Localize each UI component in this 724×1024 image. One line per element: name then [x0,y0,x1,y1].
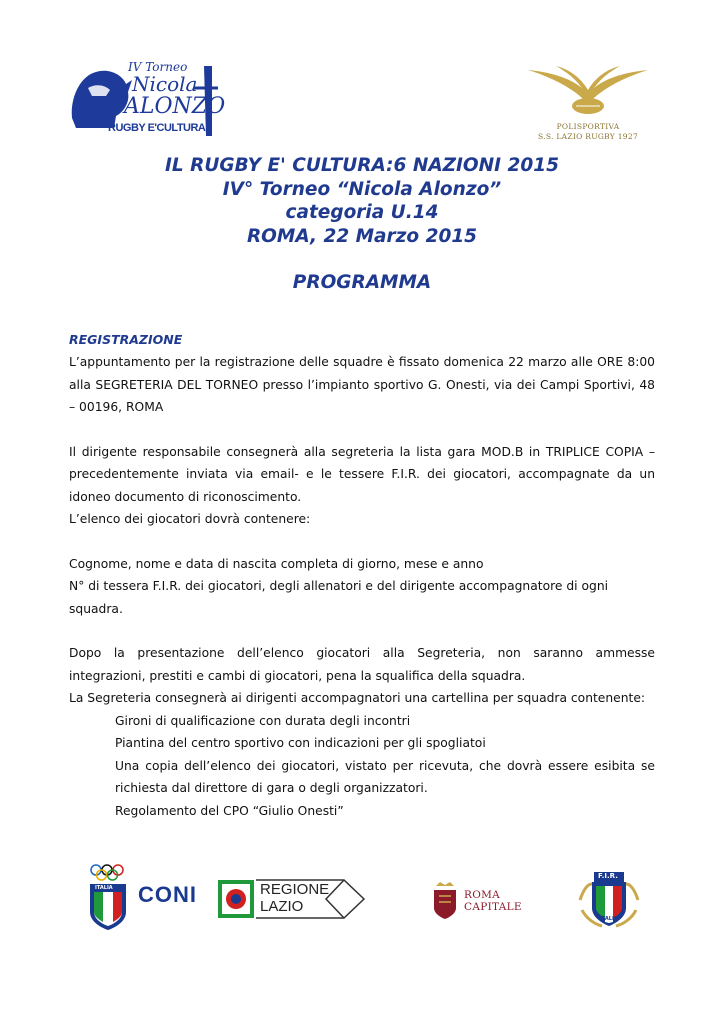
logo-line-torneo: IV Torneo [128,60,188,74]
list-item: Una copia dell’elenco dei giocatori, vistato per ricevuta, che dovrà essere esibita se richiesta dal direttore di gara o degli organizzatori. [115,758,655,795]
title-line-4: ROMA, 22 Marzo 2015 [246,225,478,247]
paragraph-elenco-intro: L’elenco dei giocatori dovrà contenere: [69,512,311,526]
torneo-alonzo-logo [66,58,226,142]
list-item: Cognome, nome e data di nascita completa di giorno, mese e anno [69,556,484,571]
list-item: Regolamento del CPO “Giulio Onesti” [115,803,344,818]
lazio-caption-2: S.S. LAZIO RUGBY 1927 [537,132,639,141]
title-line-2: IV° Torneo “Nicola Alonzo” [222,178,502,200]
fir-sub-text: ITALIA [600,916,618,922]
fir-badge-text: F.I.R. [598,872,618,880]
list-item: Piantina del centro sportivo con indicazioni per gli spogliatoi [115,736,486,750]
roma-line-1: ROMA [464,889,501,901]
paragraph-cartellina: La Segreteria consegnerà ai dirigenti accompagnatori una cartellina per squadra contenente: [69,691,646,705]
coni-logo [88,862,197,932]
sponsor-footer [0,862,724,942]
document-title-block [0,154,724,294]
logo-line-rugby: RUGBY E'CULTURA [108,122,206,134]
paragraph-appointment: L’appuntamento per la registrazione delle squadre è fissato domenica 22 marzo alle ORE 8:00 alla SEGRETERIA DEL TORNEO presso l’impianto sportivo G. Onesti, via dei Campi Sportivi, 48 – 00196, ROMA [69,355,655,414]
paragraph-dirigente: Il dirigente responsabile consegnerà alla segreteria la lista gara MOD.B in TRIPLICE COPIA – precedentemente inviata via email- e le tessere F.I.R. dei giocatori, accompagnate da un idoneo documento di riconoscimento. [69,444,655,504]
roma-capitale-logo [432,880,532,920]
eagle-icon [526,60,650,118]
title-line-3: categoria U.14 [285,202,439,223]
regione-line-2: LAZIO [260,898,304,915]
section-heading-registrazione: REGISTRAZIONE [69,332,183,347]
coni-text: CONI [138,882,197,907]
regione-line-1: REGIONE [260,881,330,898]
logo-line-nicola: Nicola [132,72,198,96]
document-body [69,331,655,822]
lazio-rugby-logo [526,60,650,140]
olympic-rings-icon [88,862,136,932]
coni-badge-text: ITALIA [95,885,113,891]
title-line-1: IL RUGBY E' CULTURA:6 NAZIONI 2015 [165,155,559,176]
fir-logo [578,870,640,930]
programma-heading: PROGRAMMA [292,272,432,293]
list-item: Gironi di qualificazione con durata degli incontri [115,713,411,728]
lazio-caption-1: POLISPORTIVA [556,122,620,131]
logo-line-alonzo: ALONZO [124,94,226,119]
roma-line-2: CAPITALE [464,901,522,913]
paragraph-no-integrazioni: Dopo la presentazione dell’elenco giocatori alla Segreteria, non saranno ammesse integrazioni, prestiti e cambi di giocatori, pena la squalifica della squadra. [69,646,655,683]
regione-lazio-logo [216,878,366,920]
list-item: N° di tessera F.I.R. dei giocatori, degli allenatori e del dirigente accompagnatore di ogni squadra. [69,579,609,616]
